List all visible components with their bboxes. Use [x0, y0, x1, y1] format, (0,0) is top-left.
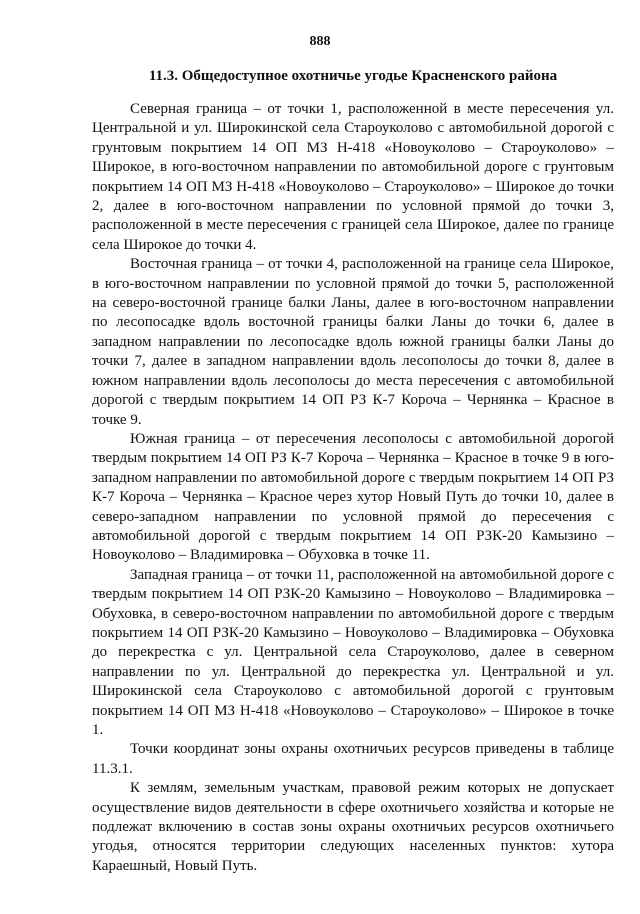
paragraph-north-border: Северная граница – от точки 1, расположенной в месте пересечения ул. Центральной и ул. Широкинской села Староуколово с автомобильной дорогой с грунтовым покрытием 14 ОП МЗ Н-418 «Новоуколово – Староуколово» – Широкое, в юго-восточном направлении по автомобильной дороге с грунтовым покрытием 14 ОП МЗ Н-418 «Новоуколово – Староуколово» – Широкое до точки 2, далее в юго-восточном направлении по условной прямой до точки 3, расположенной в месте пересечения с границей села Широкое, далее по границе села Широкое до точки 4.: [92, 101, 614, 253]
paragraph-excluded-lands: К землям, земельным участкам, правовой режим которых не допускает осуществление видов деятельности в сфере охотничьего хозяйства и которые не подлежат включению в состав зоны охраны охотничьих ресурсов охотничьего угодья, относятся территории следующих населенных пунктов: хутора Караешный, Новый Путь.: [92, 780, 614, 874]
section-title: 11.3. Общедоступное охотничье угодье Красненского района: [148, 68, 558, 84]
page-number: 888: [309, 34, 331, 49]
paragraph-west-border: Западная граница – от точки 11, расположенной на автомобильной дороге с твердым покрытием 14 ОП РЗК-20 Камызино – Новоуколово – Владимировка – Обуховка, в северо-восточном направлении по автомобильной дороге с твердым покрытием 14 ОП РЗК-20 Камызино – Новоуколово – Владимировка – Обуховка до перекрестка с ул. Центральной села Староуколово, далее в северном направлении по ул. Центральной до перекрестка ул. Центральной и ул. Широкинской села Староуколово с автомобильной дорогой с грунтовым покрытием 14 ОП МЗ Н-418 «Новоуколово – Староуколово» – Широкое в точке 1.: [92, 566, 614, 738]
paragraph-south-border: Южная граница – от пересечения лесополосы с автомобильной дорогой твердым покрытием 14 ОП РЗ К-7 Короча – Чернянка – Красное в точке 9 в юго-западном направлении по автомобильной дороге с твердым покрытием 14 ОП РЗ К-7 Короча – Чернянка – Красное через хутор Новый Путь до точки 10, далее в северо-западном направлении по условной прямой до пересечения с автомобильной дорогой с твердым покрытием 14 ОП РЗК-20 Камызино – Новоуколово – Владимировка – Обуховка в точке 11.: [92, 430, 614, 564]
paragraph-coordinates-note: Точки координат зоны охраны охотничьих ресурсов приведены в таблице 11.3.1.: [92, 741, 614, 777]
document-body: [92, 100, 614, 876]
paragraph-east-border: Восточная граница – от точки 4, расположенной на границе села Широкое, в юго-восточном направлении по условной прямой до точки 5, расположенной на северо-восточной границе балки Ланы, далее в юго-восточном направлении по лесопосадке вдоль восточной границы балки Ланы до точки 6, далее в западном направлении по лесопосадке вдоль южной границы балки Ланы до точки 7, далее в западном направлении вдоль лесополосы до точки 8, далее в южном направлении вдоль лесополосы до места пересечения с автомобильной дорогой с твердым покрытием 14 ОП РЗ К-7 Короча – Чернянка – Красное в точке 9.: [92, 256, 614, 428]
